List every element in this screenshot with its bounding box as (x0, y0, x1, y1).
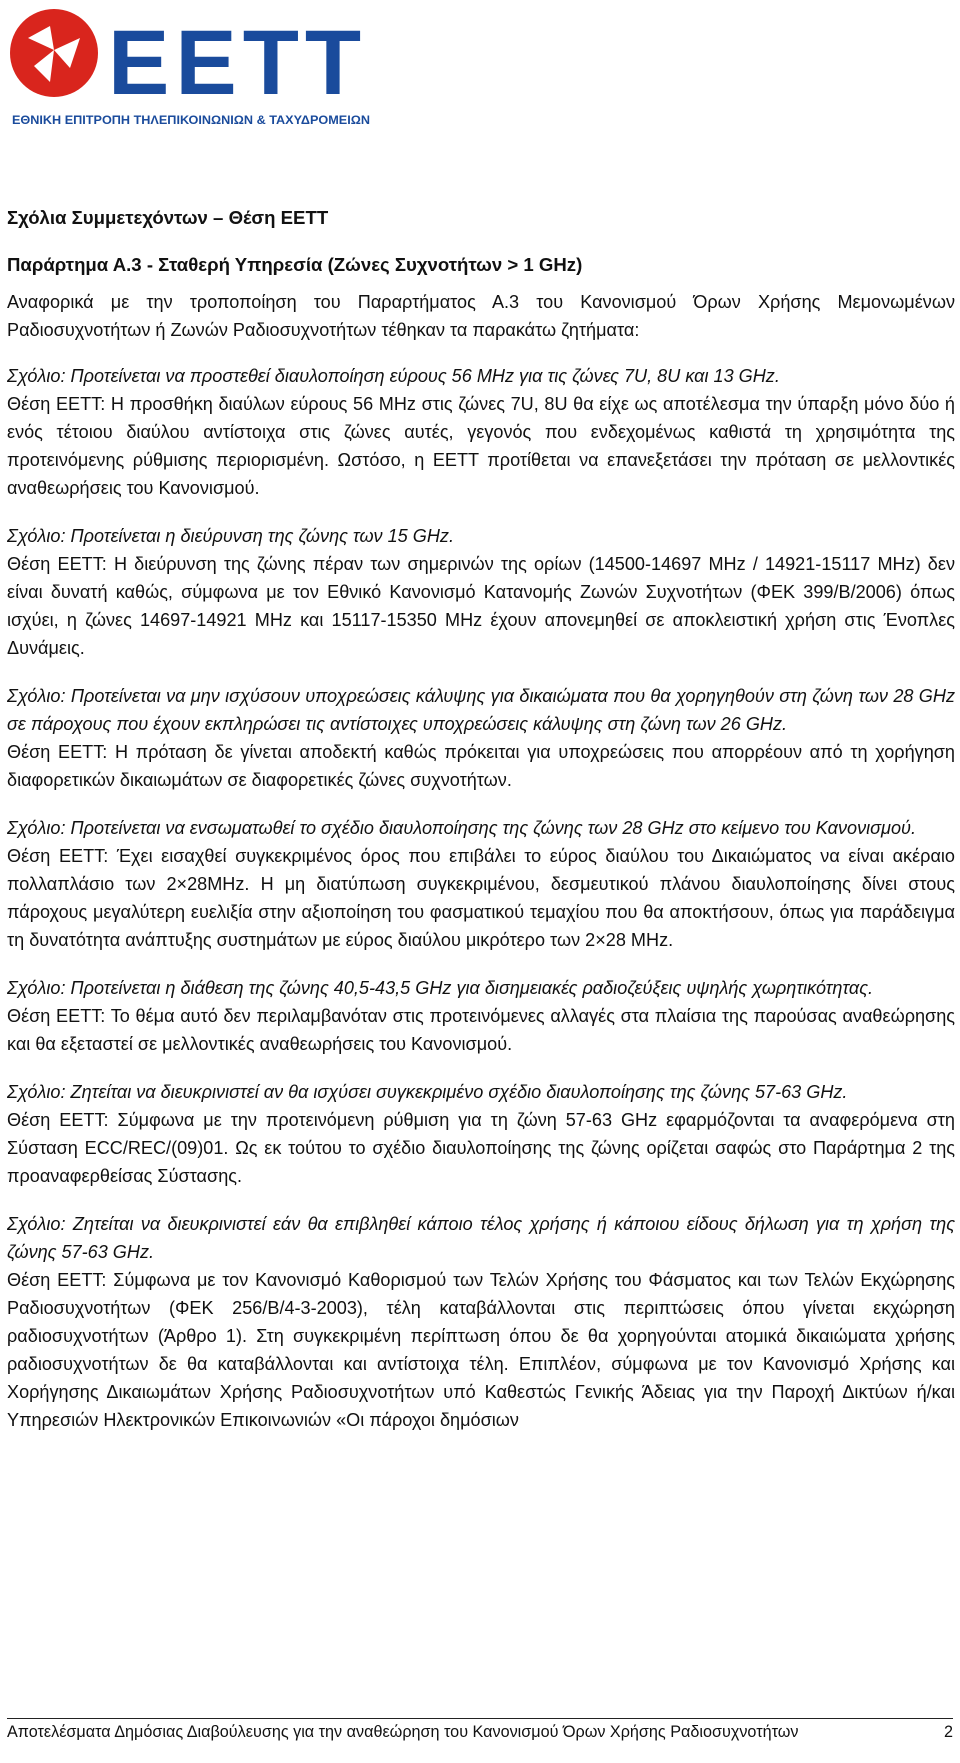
comment-text: Σχόλιο: Προτείνεται να ενσωματωθεί το σχέδιο διαυλοποίησης της ζώνης των 28 GHz στο κείμενο του Κανονισμού. (7, 818, 916, 838)
intro-paragraph: Αναφορικά με την τροποποίηση του Παραρτήματος Α.3 του Κανονισμού Όρων Χρήσης Μεμονωμένων Ραδιοσυχνοτήτων ή Ζωνών Ραδιοσυχνοτήτων τέθηκαν τα παρακάτω ζητήματα: (7, 292, 955, 340)
comment-text: Σχόλιο: Ζητείται να διευκρινιστεί αν θα ισχύσει συγκεκριμένο σχέδιο διαυλοποίησης της ζώνης 57-63 GHz. (7, 1082, 848, 1102)
eett-logo-graphic (10, 8, 380, 130)
comment-block (7, 1210, 955, 1434)
annex-title: Παράρτημα Α.3 - Σταθερή Υπηρεσία (Ζώνες Συχνοτήτων > 1 GHz) (7, 254, 583, 275)
response-text: Θέση ΕΕΤΤ: Η πρόταση δε γίνεται αποδεκτή καθώς πρόκειται για υποχρεώσεις που απορρέουν από τη χορήγηση διαφορετικών δικαιωμάτων σε διαφορετικές ζώνες συχνοτήτων. (7, 742, 955, 790)
comment-block (7, 974, 955, 1058)
comment-text: Σχόλιο: Προτείνεται η διάθεση της ζώνης 40,5-43,5 GHz για δισημειακές ραδιοζεύξεις υψηλής χωρητικότητας. (7, 978, 874, 998)
response-text: Θέση ΕΕΤΤ: Η προσθήκη διαύλων εύρους 56 MHz στις ζώνες 7U, 8U θα είχε ως αποτέλεσμα την ύπαρξη μόνο δύο ή ενός τέτοιου διαύλου αντίστοιχα στις ζώνες αυτές, γεγονός που ενδεχομένως καθιστά τη χρησιμότητα της προτεινόμενης ρύθμισης περιορισμένη. Ωστόσο, η ΕΕΤΤ προτίθεται να επανεξετάσει την πρόταση σε μελλοντικές αναθεωρήσεις του Κανονισμού. (7, 394, 955, 498)
comment-block (7, 362, 955, 502)
page-number: 2 (943, 1723, 953, 1741)
comment-text: Σχόλιο: Προτείνεται να προστεθεί διαυλοποίηση εύρους 56 MHz για τις ζώνες 7U, 8U και 13 GHz. (7, 366, 780, 386)
comment-block (7, 814, 955, 954)
response-text: Θέση ΕΕΤΤ: Έχει εισαχθεί συγκεκριμένος όρος που επιβάλει το εύρος διαύλου του Δικαιώματος να είναι ακέραιο πολλαπλάσιο των 2×28MHz. Η μη διατύπωση συγκεκριμένου, δεσμευτικού πλάνου διαυλοποίησης δίνει στους πάροχους μεγαλύτερη ευελιξία στην αξιοποίηση του φασματικού τεμαχίου που θα αποκτήσουν, όπως για παράδειγμα τη δυνατότητα ανάπτυξης συστημάτων με εύρος διαύλου μικρότερο των 2×28 MHz. (7, 846, 955, 950)
document-body (7, 204, 955, 1434)
logo-wordmark: ΕΕΤΤ (108, 12, 368, 114)
comment-text: Σχόλιο: Προτείνεται η διεύρυνση της ζώνης των 15 GHz. (7, 526, 454, 546)
response-text: Θέση ΕΕΤΤ: Σύμφωνα με την προτεινόμενη ρύθμιση για τη ζώνη 57-63 GHz εφαρμόζονται τα αναφερόμενα στη Σύσταση ECC/REC/(09)01. Ως εκ τούτου το σχέδιο διαυλοποίησης της ζώνης ορίζεται σαφώς στο Παράρτημα 2 της προαναφερθείσας Σύστασης. (7, 1110, 955, 1186)
comment-block (7, 682, 955, 794)
page-footer (7, 1718, 953, 1742)
response-text: Θέση ΕΕΤΤ: Η διεύρυνση της ζώνης πέραν των σημερινών της ορίων (14500-14697 MHz / 14921-15117 MHz) δεν είναι δυνατή καθώς, σύμφωνα με τον Εθνικό Κανονισμό Κατανομής Ζωνών Συχνοτήτων (ΦΕΚ 399/Β/2006) όπως ισχύει, η ζώνες 14697-14921 MHz και 15117-15350 MHz έχουν απονεμηθεί σε αποκλειστική χρήση στις Ένοπλες Δυνάμεις. (7, 554, 955, 658)
logo-emblem (10, 9, 98, 97)
comment-block (7, 522, 955, 662)
comment-text: Σχόλιο: Προτείνεται να μην ισχύσουν υποχρεώσεις κάλυψης για δικαιώματα που θα χορηγηθούν στη ζώνη των 28 GHz σε πάροχους που έχουν εκπληρώσει τις αντίστοιχες υποχρεώσεις κάλυψης στη ζώνη των 26 GHz. (7, 686, 955, 734)
comment-block (7, 1078, 955, 1190)
logo-subtitle: ΕΘΝΙΚΗ ΕΠΙΤΡΟΠΗ ΤΗΛΕΠΙΚΟΙΝΩΝΙΩΝ & ΤΑΧΥΔΡΟΜΕΙΩΝ (12, 114, 370, 127)
footer-text: Αποτελέσματα Δημόσιας Διαβούλευσης για την αναθεώρηση του Κανονισμού Όρων Χρήσης Ραδιοσυχνοτήτων (7, 1723, 799, 1741)
response-text: Θέση ΕΕΤΤ: Σύμφωνα με τον Κανονισμό Καθορισμού των Τελών Χρήσης του Φάσματος και των Τελών Εκχώρησης Ραδιοσυχνοτήτων (ΦΕΚ 256/Β/4-3-2003), τέλη καταβάλλονται στις περιπτώσεις όπου γίνεται εκχώρηση ραδιοσυχνοτήτων (Άρθρο 1). Στη συγκεκριμένη περίπτωση όπου δε θα χορηγούνται ατομικά δικαιώματα χρήσης ραδιοσυχνοτήτων δε θα καταβάλλονται και αντίστοιχα τέλη. Επιπλέον, σύμφωνα με τον Κανονισμό Χρήσης και Χορήγησης Δικαιωμάτων Χρήσης Ραδιοσυχνοτήτων υπό Καθεστώς Γενικής Άδειας για την Παροχή Δικτύων ή/και Υπηρεσιών Ηλεκτρονικών Επικοινωνιών «Οι πάροχοι δημόσιων (7, 1270, 955, 1430)
comment-text: Σχόλιο: Ζητείται να διευκρινιστεί εάν θα επιβληθεί κάποιο τέλος χρήσης ή κάποιου είδους δήλωση για τη χρήση της ζώνης 57-63 GHz. (7, 1214, 955, 1262)
document-title: Σχόλια Συμμετεχόντων – Θέση ΕΕΤΤ (7, 207, 329, 228)
response-text: Θέση ΕΕΤΤ: Το θέμα αυτό δεν περιλαμβανόταν στις προτεινόμενες αλλαγές στα πλαίσια της παρούσας αναθεώρησης και θα εξεταστεί σε μελλοντικές αναθεωρήσεις του Κανονισμού. (7, 1006, 955, 1054)
eett-logo (10, 8, 380, 130)
